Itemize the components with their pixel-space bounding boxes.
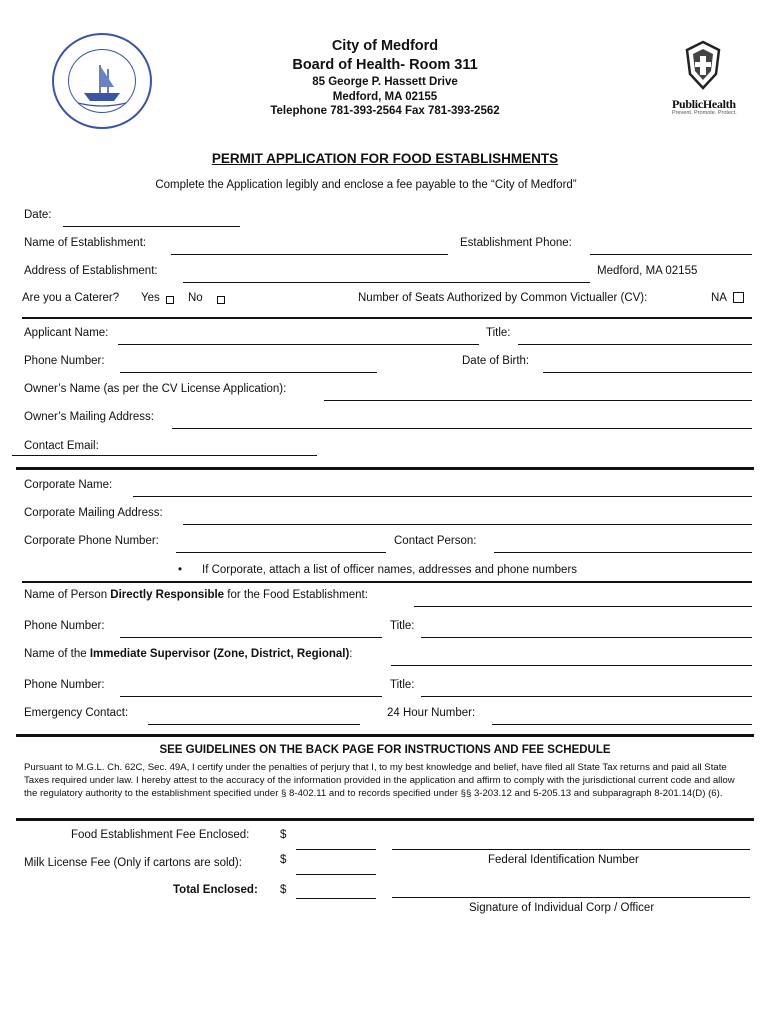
dob-label: Date of Birth: (462, 355, 530, 367)
public-health-tagline: Prevent. Promote. Protect. (672, 110, 737, 116)
applicant-name-field[interactable] (118, 344, 479, 345)
contact-email-field[interactable] (12, 455, 317, 456)
section-divider-3 (22, 581, 752, 583)
supervisor-phone-label: Phone Number: (24, 679, 105, 691)
emergency-contact-label: Emergency Contact: (24, 707, 129, 719)
hour24-field[interactable] (492, 724, 752, 725)
milk-fee-dollar: $ (280, 854, 287, 866)
supervisor-title-label: Title: (390, 679, 415, 691)
applicant-title-field[interactable] (518, 344, 752, 345)
date-label: Date: (24, 209, 52, 221)
establishment-phone-label: Establishment Phone: (460, 237, 572, 249)
owner-name-label: Owner’s Name (as per the CV License Application): (24, 383, 287, 395)
food-fee-dollar: $ (280, 829, 287, 841)
section-divider-2 (16, 467, 754, 470)
establishment-phone-field[interactable] (590, 254, 752, 255)
header-city: City of Medford (331, 38, 439, 54)
guidelines-heading: SEE GUIDELINES ON THE BACK PAGE FOR INSTRUCTIONS AND FEE SCHEDULE (159, 744, 611, 756)
public-health-logo-text: PublicHealth (672, 97, 736, 111)
total-dollar: $ (280, 884, 287, 896)
corporate-mailing-label: Corporate Mailing Address: (24, 507, 163, 519)
food-fee-label: Food Establishment Fee Enclosed: (71, 829, 250, 841)
establishment-address-label: Address of Establishment: (24, 265, 158, 277)
food-fee-field[interactable] (296, 849, 376, 850)
caterer-label: Are you a Caterer? (22, 292, 120, 304)
caterer-yes-label: Yes (141, 292, 160, 304)
perjury-statement: Pursuant to M.G.L. Ch. 62C, Sec. 49A, I certify under the penalties of perjury that I, to my best knowledge and belief, have filed all State Tax returns and paid all State Taxes required under law. I hereby attest to the accuracy of the information provided in the application and affirm to comply with the jurisdictional current code and allow the regulatory authority to the establishment specified under § 8-402.11 and to records specified under §§ 3-203.12 and 5-205.13 and subparagraph 8-201.14(D) (6). (24, 762, 735, 799)
header-board: Board of Health- Room 311 (292, 57, 478, 73)
supervisor-field[interactable] (391, 665, 752, 666)
responsible-phone-label: Phone Number: (24, 620, 105, 632)
caterer-yes-checkbox[interactable] (166, 294, 174, 306)
corporate-note: If Corporate, attach a list of officer names, addresses and phone numbers (202, 564, 578, 576)
applicant-title-label: Title: (486, 327, 511, 339)
responsible-title-label: Title: (390, 620, 415, 632)
supervisor-title-field[interactable] (421, 696, 752, 697)
responsible-label: Name of Person Directly Responsible for the Food Establishment: (24, 589, 368, 601)
caterer-no-label: No (188, 292, 203, 304)
signature-field[interactable] (392, 897, 750, 898)
corporate-phone-field[interactable] (176, 552, 386, 553)
dob-field[interactable] (543, 372, 752, 373)
corporate-mailing-field[interactable] (183, 524, 752, 525)
header-address1: 85 George P. Hassett Drive (312, 76, 458, 88)
corporate-name-label: Corporate Name: (24, 479, 113, 491)
caterer-no-checkbox[interactable] (217, 294, 225, 306)
form-title: PERMIT APPLICATION FOR FOOD ESTABLISHMENTS (211, 151, 559, 166)
supervisor-label: Name of the Immediate Supervisor (Zone, District, Regional): (24, 648, 353, 660)
applicant-phone-label: Phone Number: (24, 355, 105, 367)
na-label: NA (711, 292, 727, 304)
contact-email-label: Contact Email: (24, 440, 99, 452)
hour24-label: 24 Hour Number: (387, 707, 476, 719)
establishment-name-field[interactable] (171, 254, 448, 255)
supervisor-phone-field[interactable] (120, 696, 382, 697)
total-label: Total Enclosed: (173, 884, 258, 896)
owner-mailing-field[interactable] (172, 428, 752, 429)
corporate-name-field[interactable] (133, 496, 752, 497)
milk-fee-field[interactable] (296, 874, 376, 875)
owner-mailing-label: Owner’s Mailing Address: (24, 411, 154, 423)
section-divider-4 (16, 734, 754, 737)
signature-label: Signature of Individual Corp / Officer (469, 902, 655, 914)
seats-label: Number of Seats Authorized by Common Victualler (CV): (358, 292, 648, 304)
establishment-address-field[interactable] (183, 282, 590, 283)
corporate-phone-label: Corporate Phone Number: (24, 535, 159, 547)
federal-id-field[interactable] (392, 849, 750, 850)
header-telephone: Telephone 781-393-2564 Fax 781-393-2562 (270, 105, 500, 117)
responsible-field[interactable] (414, 606, 752, 607)
responsible-phone-field[interactable] (120, 637, 382, 638)
public-health-shield-icon (683, 40, 723, 90)
responsible-title-field[interactable] (421, 637, 752, 638)
corporate-note-bullet: • (178, 564, 183, 576)
section-divider-5 (16, 818, 754, 821)
contact-person-field[interactable] (494, 552, 752, 553)
date-field[interactable] (63, 226, 240, 227)
federal-id-label: Federal Identification Number (488, 854, 639, 866)
na-checkbox[interactable] (733, 292, 744, 304)
applicant-name-label: Applicant Name: (24, 327, 109, 339)
milk-fee-label: Milk License Fee (Only if cartons are sold): (24, 857, 242, 869)
contact-person-label: Contact Person: (394, 535, 477, 547)
header-address2: Medford, MA 02155 (332, 91, 438, 103)
total-field[interactable] (296, 898, 376, 899)
section-divider-1 (22, 317, 752, 319)
establishment-name-label: Name of Establishment: (24, 237, 147, 249)
owner-name-field[interactable] (324, 400, 752, 401)
emergency-contact-field[interactable] (148, 724, 360, 725)
city-state-zip: Medford, MA 02155 (597, 265, 698, 277)
form-instruction: Complete the Application legibly and enclose a fee payable to the “City of Medford” (155, 179, 577, 191)
applicant-phone-field[interactable] (120, 372, 377, 373)
